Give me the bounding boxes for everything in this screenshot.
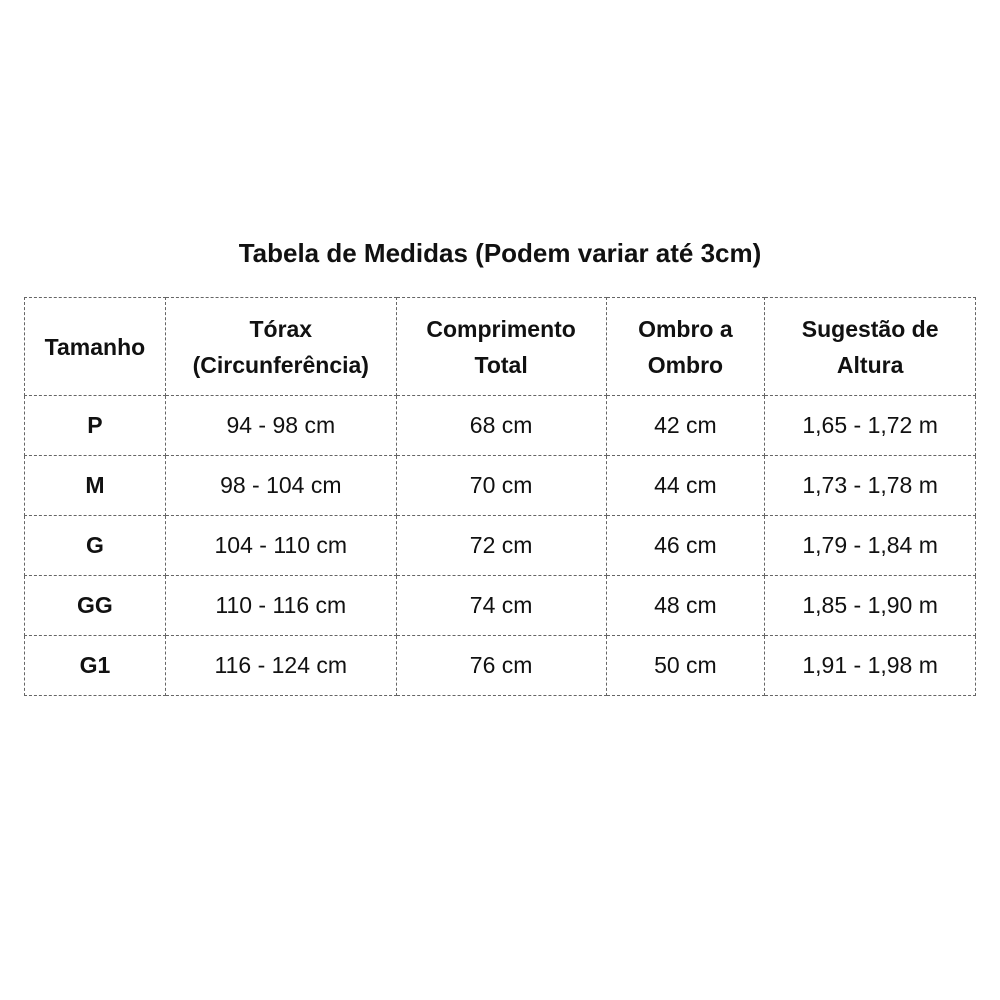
cell-length: 76 cm [396, 636, 606, 696]
header-text: (Circunferência) [192, 351, 369, 378]
table-row [25, 636, 976, 696]
header-text: Altura [836, 351, 904, 378]
cell-height: 1,85 - 1,90 m [765, 576, 976, 636]
cell-shoulder: 44 cm [606, 456, 765, 516]
header-text: Total [474, 351, 528, 378]
header-chest [165, 298, 396, 396]
header-text: Ombro [647, 351, 724, 378]
cell-size: G1 [25, 636, 166, 696]
cell-chest: 116 - 124 cm [165, 636, 396, 696]
size-table [24, 297, 976, 696]
table-title: Tabela de Medidas (Podem variar até 3cm) [238, 238, 762, 268]
cell-shoulder: 42 cm [606, 396, 765, 456]
cell-size: G [25, 516, 166, 576]
cell-chest: 94 - 98 cm [165, 396, 396, 456]
cell-length: 72 cm [396, 516, 606, 576]
cell-size: GG [25, 576, 166, 636]
cell-chest: 110 - 116 cm [165, 576, 396, 636]
table-row [25, 456, 976, 516]
header-height [765, 298, 976, 396]
cell-height: 1,65 - 1,72 m [765, 396, 976, 456]
cell-length: 70 cm [396, 456, 606, 516]
cell-shoulder: 48 cm [606, 576, 765, 636]
header-length [396, 298, 606, 396]
cell-length: 74 cm [396, 576, 606, 636]
cell-size: M [25, 456, 166, 516]
cell-chest: 98 - 104 cm [165, 456, 396, 516]
cell-shoulder: 50 cm [606, 636, 765, 696]
cell-shoulder: 46 cm [606, 516, 765, 576]
header-text: Tórax [249, 315, 313, 342]
table-row [25, 516, 976, 576]
header-text: Ombro a [638, 315, 733, 342]
table-row [25, 576, 976, 636]
header-text: Comprimento [426, 315, 576, 342]
header-text: Sugestão de [801, 315, 939, 342]
cell-height: 1,73 - 1,78 m [765, 456, 976, 516]
header-text: Tamanho [44, 333, 146, 360]
header-shoulder [606, 298, 765, 396]
cell-length: 68 cm [396, 396, 606, 456]
header-row [25, 298, 976, 396]
cell-size: P [25, 396, 166, 456]
header-size [25, 298, 166, 396]
table-row [25, 396, 976, 456]
cell-height: 1,91 - 1,98 m [765, 636, 976, 696]
cell-height: 1,79 - 1,84 m [765, 516, 976, 576]
cell-chest: 104 - 110 cm [165, 516, 396, 576]
